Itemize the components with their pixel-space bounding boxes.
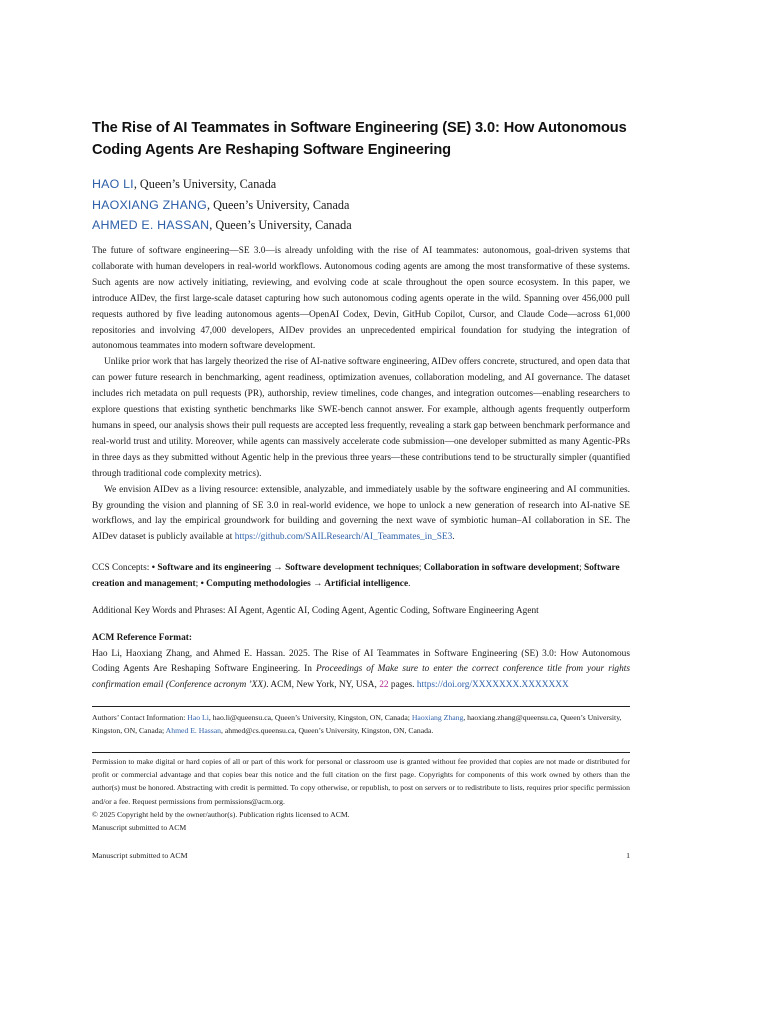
- footer-venue: Manuscript submitted to ACM: [92, 851, 188, 860]
- ccs-concept: Software development techniques: [285, 563, 419, 573]
- ccs-concept: • Software and its engineering: [151, 563, 272, 573]
- divider: [92, 706, 630, 707]
- permission-text: Permission to make digital or hard copies of all or part of this work for personal or classroom use is granted without fee provided that copies are not made or distributed for profit or commercial advantage and that copies bear this notice and the full citation on the first page. Copyrights for components of this work owned by others than the author(s) must be honored. Abstracting with credit is permitted. To copy otherwise, or republish, to post on servers or to redistribute to lists, requires prior specific permission and/or a fee. Request permissions from permissions@acm.org.: [92, 757, 630, 806]
- ccs-concept: • Computing methodologies: [200, 578, 311, 589]
- ccs-concepts: CCS Concepts: • Software and its engineering → Software development techniques; Collaboration in software development; Software creation and management; • Computing methodologies → Artificial intelligence.: [92, 563, 620, 589]
- abstract-paragraph: We envision AIDev as a living resource: extensible, analyzable, and immediately usable by the software engineering and AI communities. By grounding the vision and planning of SE 3.0 in real-world evidence, we hope to unlock a new generation of research into AI-native SE workflows, and lay the empirical groundwork for building and governing the next wave of symbiotic human–AI collaboration in SE. The AIDev dataset is publicly available at https://github.com/SAILResearch/AI_Teammates_in_SE3.: [92, 484, 630, 543]
- acm-reference-heading: ACM Reference Format:: [92, 633, 192, 643]
- abstract-text: We envision AIDev as a living resource: extensible, analyzable, and immediately usable by the software engineering and AI communities. By grounding the vision and planning of SE 3.0 in real-world evidence, we hope to unlock a new generation of research into AI-native SE workflows, and lay the empirical groundwork for building and governing the next wave of symbiotic human–AI collaboration in SE. The AIDev dataset is publicly available at: [92, 484, 630, 543]
- abstract-paragraph: The future of software engineering—SE 3.0—is already unfolding with the rise of AI teammates: autonomous, goal-driven systems that collaborate with human developers in real-world workflows. Autonomous coding agents are among the most transformative of these systems. Such agents are now actively initiating, reviewing, and evolving code at scale throughout the open source ecosystem. In this paper, we introduce AIDev, the first large-scale dataset capturing how such autonomous coding agents operate in the wild. Spanning over 456,000 pull requests authored by five leading autonomous agents—OpenAI Codex, Devin, GitHub Copilot, Cursor, and Claude Code—across 61,000 repositories and involving 47,000 developers, AIDev provides an unprecedented empirical foundation for studying the integration of autonomous teammates into modern software development.: [92, 246, 630, 352]
- venue-name: Proceedings of Make sure to enter the correct conference title from your rights confirmation email (Conference acronym ’XX): [92, 664, 630, 690]
- abstract-paragraph: Unlike prior work that has largely theorized the rise of AI-native software engineering, AIDev offers concrete, structured, and open data that can power future research in benchmarking, agent readiness, optimization avenues, collaboration modeling, and AI governance. The dataset includes rich metadata on pull requests (PR), authorship, review timelines, code changes, and integration outcomes—enabling researchers to explore questions that existing synthetic benchmarks like SWE-bench cannot answer. For example, although agents frequently outperform humans in speed, our analysis shows their pull requests are accepted less frequently, revealing a stark gap between benchmark performance and real-world trust and utility. Moreover, while agents can massively accelerate code submission—one developer submitted as many Agentic-PRs in three days as they submitted without Agentic help in the previous three years—these contributions tend to be structurally simpler (quantified through traditional code complexity metrics).: [92, 357, 630, 479]
- doi-link[interactable]: https://doi.org/XXXXXXX.XXXXXXX: [416, 679, 569, 690]
- permission-notice: [92, 755, 630, 834]
- author-name[interactable]: AHMED E. HASSAN: [92, 218, 210, 232]
- author-contact-link[interactable]: Ahmed E. Hassan: [165, 726, 221, 736]
- ccs-label: CCS Concepts:: [92, 563, 152, 573]
- author-name[interactable]: HAO LI: [92, 177, 134, 191]
- ccs-concept: Collaboration in software development: [423, 563, 580, 573]
- author-entry: [92, 174, 630, 195]
- additional-keywords: Additional Key Words and Phrases: AI Agent, Agentic AI, Coding Agent, Agentic Coding, Software Engineering Agent: [92, 606, 539, 616]
- author-contact-info: Authors’ Contact Information: Hao Li, hao.li@queensu.ca, Queen’s University, Kingston, ON, Canada; Haoxiang Zhang, haoxiang.zhang@queensu.ca, Queen’s University, Kingston, ON, Canada; Ahmed E. Hassan, ahmed@cs.queensu.ca, Queen’s University, Kingston, ON, Canada.: [92, 713, 622, 736]
- dataset-link[interactable]: https://github.com/SAILResearch/AI_Teammates_in_SE3: [234, 532, 453, 543]
- divider: [92, 752, 630, 753]
- ccs-concept: Artificial intelligence: [324, 578, 409, 589]
- pages-link[interactable]: 22: [379, 679, 389, 690]
- acm-reference-format: [92, 631, 630, 693]
- author-entry: [92, 195, 630, 216]
- submission-note: Manuscript submitted to ACM: [92, 823, 187, 833]
- copyright-line: © 2025 Copyright held by the owner/author(s). Publication rights licensed to ACM.: [92, 809, 350, 819]
- acm-reference-text: Hao Li, Haoxiang Zhang, and Ahmed E. Hassan. 2025. The Rise of AI Teammates in Software Engineering (SE) 3.0: How Autonomous Coding Agents Are Reshaping Software Engineering. In Proceedings of Make sure to enter the correct conference title from your rights confirmation email (Conference acronym ’XX). ACM, New York, NY, USA, 22 pages. https://doi.org/XXXXXXX.XXXXXXX: [92, 648, 630, 690]
- ccs-concept: Software creation and management: [92, 563, 620, 589]
- abstract: [92, 244, 630, 546]
- author-contact-link[interactable]: Hao Li: [187, 713, 209, 722]
- author-affiliation: , Queen’s University, Canada: [207, 197, 350, 212]
- author-affiliation: , Queen’s University, Canada: [209, 218, 352, 232]
- paper-title: The Rise of AI Teammates in Software Engineering (SE) 3.0: How Autonomous Coding Agents Are Reshaping Software Engineering: [92, 120, 627, 158]
- author-contact-link[interactable]: Haoxiang Zhang: [411, 713, 464, 722]
- author-affiliation: , Queen’s University, Canada: [133, 177, 277, 191]
- author-entry: [92, 215, 630, 236]
- author-name[interactable]: HAOXIANG ZHANG: [92, 197, 208, 212]
- page-number: 1: [626, 851, 630, 860]
- author-list: [92, 174, 630, 236]
